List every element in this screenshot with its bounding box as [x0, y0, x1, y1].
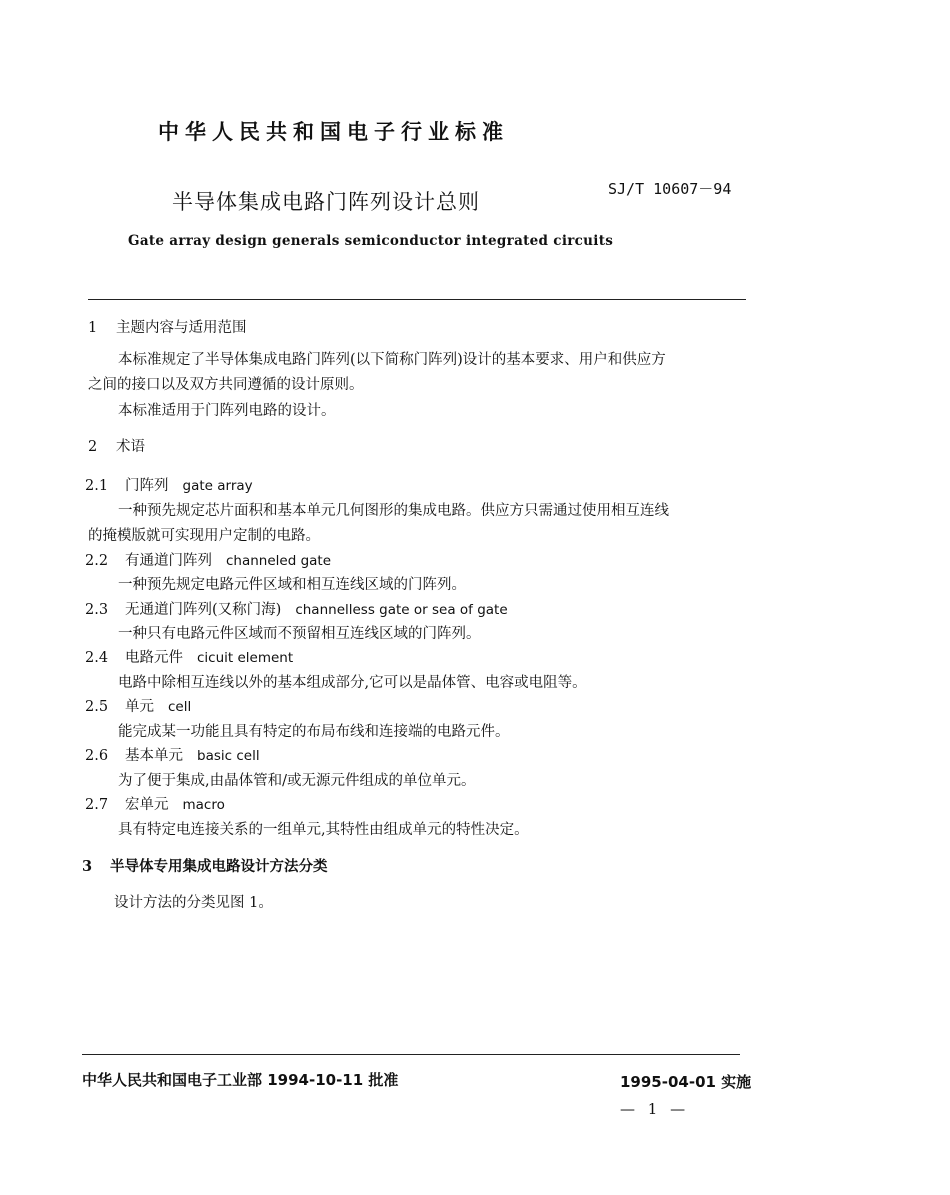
term-en: gate array	[182, 478, 253, 494]
page-number: — 1 —	[620, 1100, 690, 1118]
term-2-4-definition: 电路中除相互连线以外的基本组成部分,它可以是晶体管、电容或电阻等。	[118, 675, 587, 691]
standard-title: 半导体集成电路门阵列设计总则	[172, 190, 480, 214]
term-2-7-definition: 具有特定电连接关系的一组单元,其特性由组成单元的特性决定。	[118, 822, 529, 838]
term-number: 2.3	[85, 602, 109, 618]
term-2-1	[85, 474, 253, 495]
top-divider	[88, 299, 746, 300]
term-2-7	[85, 793, 225, 814]
term-2-6	[85, 744, 260, 765]
bottom-divider	[82, 1054, 740, 1055]
term-number: 2.7	[85, 797, 109, 813]
section-1-para2: 本标准适用于门阵列电路的设计。	[118, 403, 336, 419]
section-3-title: 半导体专用集成电路设计方法分类	[110, 858, 328, 875]
english-title: Gate array design generals semiconductor integrated circuits	[128, 233, 614, 249]
section-3-heading	[82, 855, 328, 876]
term-number: 2.4	[85, 650, 109, 666]
term-number: 2.6	[85, 748, 109, 764]
term-2-3	[85, 598, 508, 619]
term-2-5	[85, 695, 191, 716]
term-cn: 电路元件	[125, 650, 183, 666]
term-en: macro	[182, 797, 225, 813]
section-1-para1-line2: 之间的接口以及双方共同遵循的设计原则。	[88, 377, 364, 393]
term-en: cicuit element	[197, 650, 294, 666]
term-cn: 门阵列	[125, 478, 169, 494]
section-3-number: 3	[82, 858, 93, 875]
approval-statement: 中华人民共和国电子工业部 1994-10-11 批准	[82, 1071, 399, 1089]
industry-standard-title: 中华人民共和国电子行业标准	[158, 119, 509, 144]
section-1-heading	[88, 316, 247, 337]
term-number: 2.5	[85, 699, 109, 715]
term-number: 2.1	[85, 478, 109, 494]
term-cn: 基本单元	[125, 748, 183, 764]
term-en: channelless gate or sea of gate	[295, 602, 508, 618]
term-en: channeled gate	[226, 553, 332, 569]
section-2-number: 2	[88, 439, 98, 455]
term-cn: 无通道门阵列(又称门海)	[125, 602, 282, 618]
section-2-title: 术语	[116, 439, 145, 455]
term-2-4	[85, 646, 293, 667]
term-en: cell	[168, 699, 192, 715]
term-2-5-definition: 能完成某一功能且具有特定的布局布线和连接端的电路元件。	[118, 724, 510, 740]
term-2-2-definition: 一种预先规定电路元件区域和相互连线区域的门阵列。	[118, 577, 466, 593]
section-1-title: 主题内容与适用范围	[116, 320, 247, 336]
term-cn: 宏单元	[125, 797, 169, 813]
implementation-date: 1995-04-01 实施	[620, 1073, 752, 1091]
standard-code: SJ/T 10607－94	[608, 180, 732, 198]
term-2-2	[85, 549, 331, 570]
term-2-3-definition: 一种只有电路元件区域而不预留相互连线区域的门阵列。	[118, 626, 481, 642]
term-cn: 单元	[125, 699, 154, 715]
term-en: basic cell	[197, 748, 260, 764]
section-2-heading	[88, 435, 145, 456]
term-2-1-definition-line1: 一种预先规定芯片面积和基本单元几何图形的集成电路。供应方只需通过使用相互连线	[118, 503, 669, 519]
term-cn: 有通道门阵列	[125, 553, 212, 569]
term-2-1-definition-line2: 的掩模版就可实现用户定制的电路。	[88, 528, 320, 544]
term-number: 2.2	[85, 553, 109, 569]
term-2-6-definition: 为了便于集成,由晶体管和/或无源元件组成的单位单元。	[118, 773, 476, 789]
section-1-para1-line1: 本标准规定了半导体集成电路门阵列(以下简称门阵列)设计的基本要求、用户和供应方	[118, 352, 666, 368]
section-3-para: 设计方法的分类见图 1。	[114, 895, 273, 911]
section-1-number: 1	[88, 320, 98, 336]
